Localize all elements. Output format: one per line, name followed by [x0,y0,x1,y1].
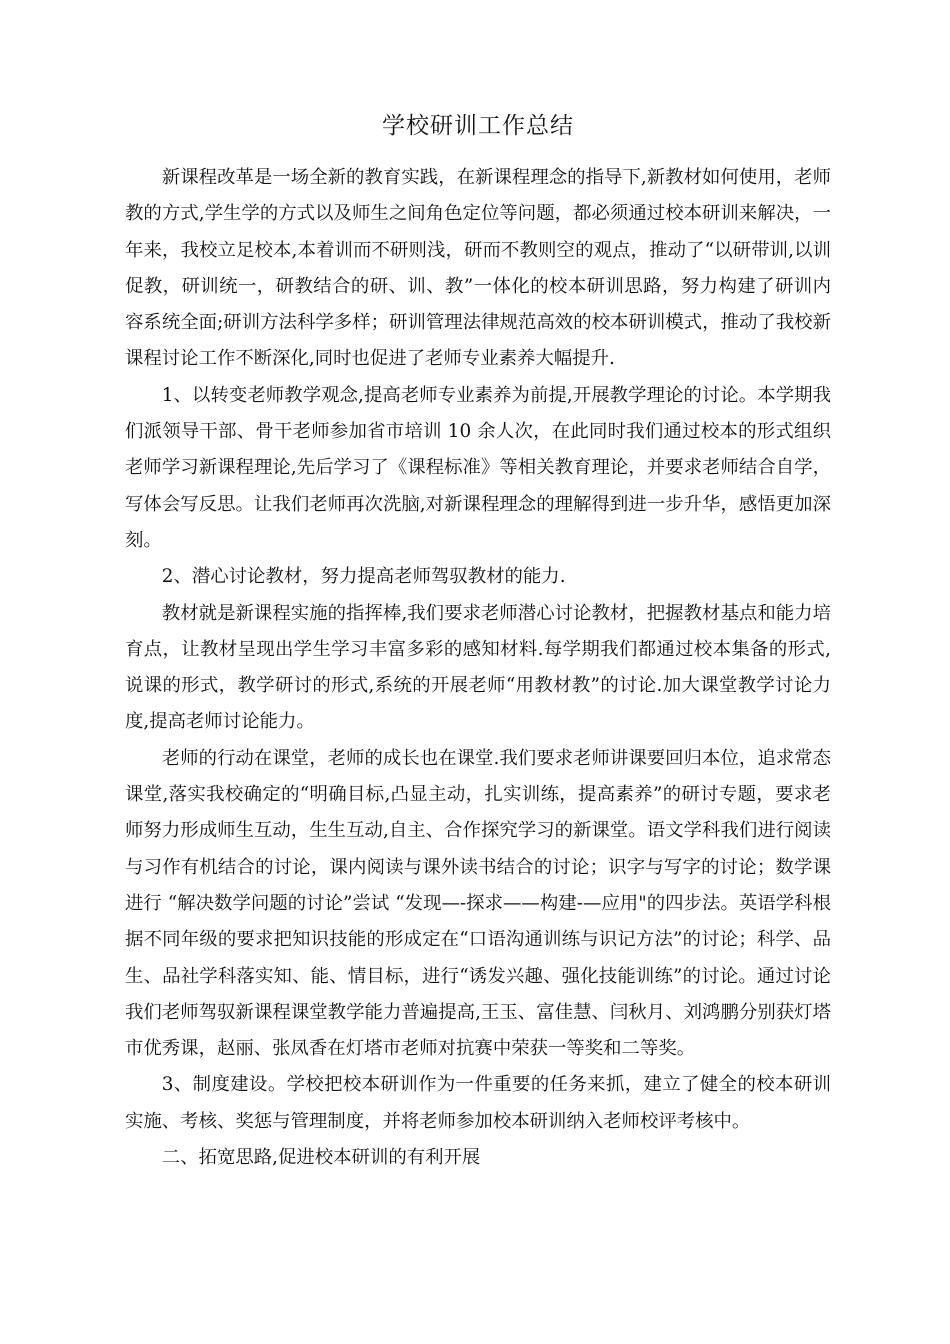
paragraph-section-1: 1、以转变老师教学观念,提高老师专业素养为前提,开展教学理论的讨论。本学期我们派领导干部、骨干老师参加省市培训 10 余人次，在此同时我们通过校本的形式组织老师学习新课程理论,先后学习了《课程标准》等相关教育理论，并要求老师结合自学，写体会写反思。让我们老师再次洗脑,对新课程理念的理解得到进一步升华，感悟更加深刻。 [125,384,831,551]
document-title: 学校研训工作总结 [382,113,574,139]
paragraph-classroom: 老师的行动在课堂，老师的成长也在课堂.我们要求老师讲课要回归本位，追求常态课堂,落实我校确定的“明确目标,凸显主动，扎实训练，提高素养”的研讨专题，要求老师努力形成师生互动，生生互动,自主、合作探究学习的新课堂。语文学科我们进行阅读与习作有机结合的讨论，课内阅读与课外读书结合的讨论；识字与写字的讨论；数学课进行 “解决数学问题的讨论”尝试 “发现—-探求——构建-—应用"的四步法。英语学科根据不同年级的要求把知识技能的形成定在“口语沟通训练与识记方法”的讨论；科学、品生、品社学科落实知、能、情目标，进行“诱发兴趣、强化技能训练”的讨论。通过讨论我们老师驾驭新课程课堂教学能力普遍提高,王玉、富佳慧、闫秋月、刘鸿鹏分别获灯塔市优秀课，赵丽、张凤香在灯塔市老师对抗赛中荣获一等奖和二等奖。 [125,747,831,1060]
paragraph-intro: 新课程改革是一场全新的教育实践，在新课程理念的指导下,新教材如何使用，老师教的方式,学生学的方式以及师生之间角色定位等问题，都必须通过校本研训来解决，一年来，我校立足校本,本着训而不研则浅，研而不教则空的观点，推动了“以研带训,以训促教，研训统一，研教结合的研、训、教”一体化的校本研训思路，努力构建了研训内容系统全面;研训方法科学多样；研训管理法律规范高效的校本研训模式，推动了我校新课程讨论工作不断深化,同时也促进了老师专业素养大幅提升. [125,167,831,370]
paragraph-section-2: 2、潜心讨论教材，努力提高老师驾驭教材的能力. [161,566,566,588]
document-body [125,110,831,1176]
paragraph-textbook: 教材就是新课程实施的指挥棒,我们要求老师潜心讨论教材，把握教材基点和能力培育点，让教材呈现出学生学习丰富多彩的感知材料.每学期我们都通过校本集备的形式,说课的形式，教学研讨的形式,系统的开展老师“用教材教”的讨论.加大课堂教学讨论力度,提高老师讨论能力。 [125,602,831,733]
paragraph-heading-2: 二、拓宽思路,促进校本研训的有利开展 [161,1147,481,1169]
paragraph-section-3: 3、制度建设。学校把校本研训作为一件重要的任务来抓，建立了健全的校本研训实施、考核、奖惩与管理制度，并将老师参加校本研训纳入老师校评考核中。 [125,1074,831,1132]
